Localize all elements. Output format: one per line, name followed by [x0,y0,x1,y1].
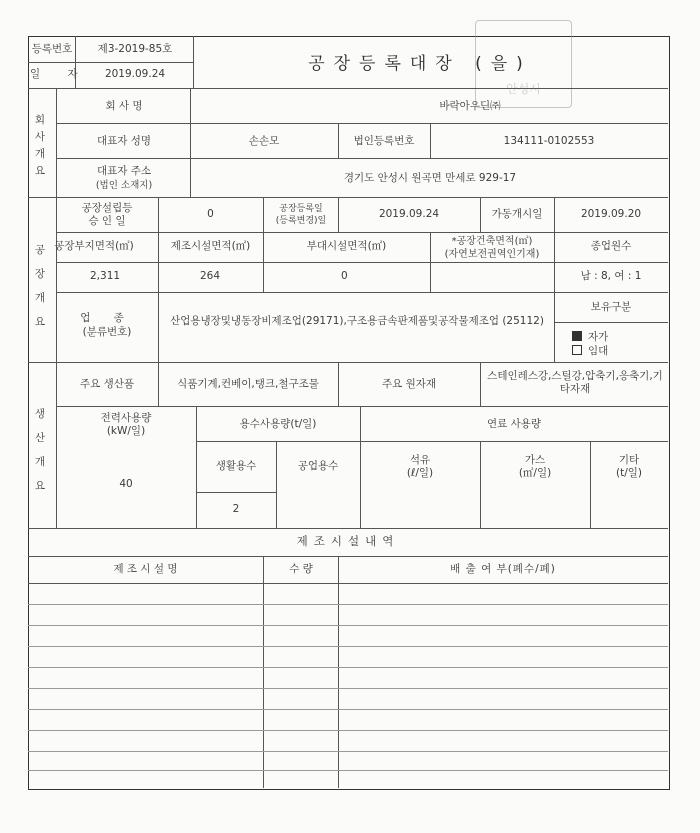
checkbox-checked-icon [572,331,582,341]
facilities-title: 제조시설내역 [296,534,400,548]
industry-label-2: (분류번호) [82,326,132,338]
facility-name-column: 제 조 시 설 명 [113,563,178,575]
reg-date-label: 공장등록일 [279,204,323,214]
main-products-label: 주요 생산품 [79,378,135,390]
water-label: 용수사용량(t/일) [239,418,317,430]
fuel-label: 연료 사용량 [486,418,542,430]
rep-label: 대표자 성명 [96,135,152,147]
corp-no: 134111-0102553 [503,135,595,147]
bldg-area-label-2: (자연보전권역인기재) [444,249,540,260]
industry-label: 업 종 [80,312,134,324]
ownership-own-option [572,331,662,344]
page-title: 공장등록대장 (을) [308,54,532,74]
reg-no: 제3-2019-85호 [97,43,173,55]
industry-text: 산업용냉장및냉동장비제조업(29171),구조용금속판제품및공작물제조업 (25112) [170,315,544,327]
other-unit: (t/일) [616,467,642,479]
employees: 남 : 8, 여 : 1 [580,270,642,282]
facility-qty-column: 수 량 [289,563,313,575]
ownership-label: 보유구분 [590,301,632,313]
other-label: 기타 [618,454,640,466]
ownership-lease-option [572,345,662,358]
reg-date: 2019.09.24 [378,208,440,220]
date-label: 일 자 [30,68,90,80]
stamp-text: 안성시 [506,82,541,96]
power-usage: 40 [119,478,133,490]
gas-unit: (㎥/일) [518,467,552,479]
employees-label: 종업원수 [590,240,632,252]
addr-label: 대표자 주소 [96,165,152,177]
op-start-label: 가동개시일 [491,208,543,220]
op-start-date: 2019.09.20 [580,208,642,220]
power-unit: (kW/일) [106,425,146,437]
oil-label: 석유 [409,454,431,466]
industrial-water-label: 공업용수 [297,460,339,472]
rep-name: 손손모 [248,135,280,147]
aux-area-label: 부대시설면적(㎡) [306,240,387,252]
main-materials: 스테인레스강,스틸강,압축기,응축기,기타자재 [487,370,663,395]
addr-sub-label: (법인 소재지) [95,180,153,191]
bldg-area-label: *공장건축면적(㎡) [451,236,533,247]
main-products: 식품기계,컨베이,탱크,철구조물 [177,378,319,390]
mfg-area: 264 [200,270,221,282]
company-section-label: 회사개요 [34,114,46,177]
company-name-label: 회 사 명 [105,100,143,112]
power-label: 전력사용량 [100,412,152,424]
approval-label-2: 승 인 일 [88,215,126,227]
facility-discharge-column: 배 출 여 부(폐수/폐) [450,563,556,575]
reg-date-label-2: (등록변경)일 [275,216,327,226]
company-address: 경기도 안성시 원곡면 만세로 929-17 [343,172,517,184]
approval-label: 공장설립등 [81,202,133,214]
production-section-label: 생산개요 [34,408,46,492]
gas-label: 가스 [524,454,546,466]
oil-unit: (ℓ/일) [406,467,434,479]
checkbox-empty-icon [572,345,582,355]
factory-section-label: 공장개요 [34,244,46,328]
main-materials-label: 주요 원자재 [381,378,437,390]
header-date: 2019.09.24 [104,68,166,80]
approval-date: 0 [207,208,214,220]
reg-no-label: 등록번호 [31,43,73,55]
site-area-label: 공장부지면적(㎡) [54,240,134,252]
company-name: 바락아우딘㈜ [439,100,501,112]
lease-option-label: 임대 [588,345,609,357]
domestic-water-label: 생활용수 [215,460,257,472]
domestic-water: 2 [232,503,240,515]
corp-no-label: 법인등록번호 [353,135,415,147]
aux-area: 0 [341,270,348,282]
site-area: 2,311 [90,270,121,282]
mfg-area-label: 제조시설면적(㎡) [170,240,251,252]
own-option-label: 자가 [588,331,609,343]
